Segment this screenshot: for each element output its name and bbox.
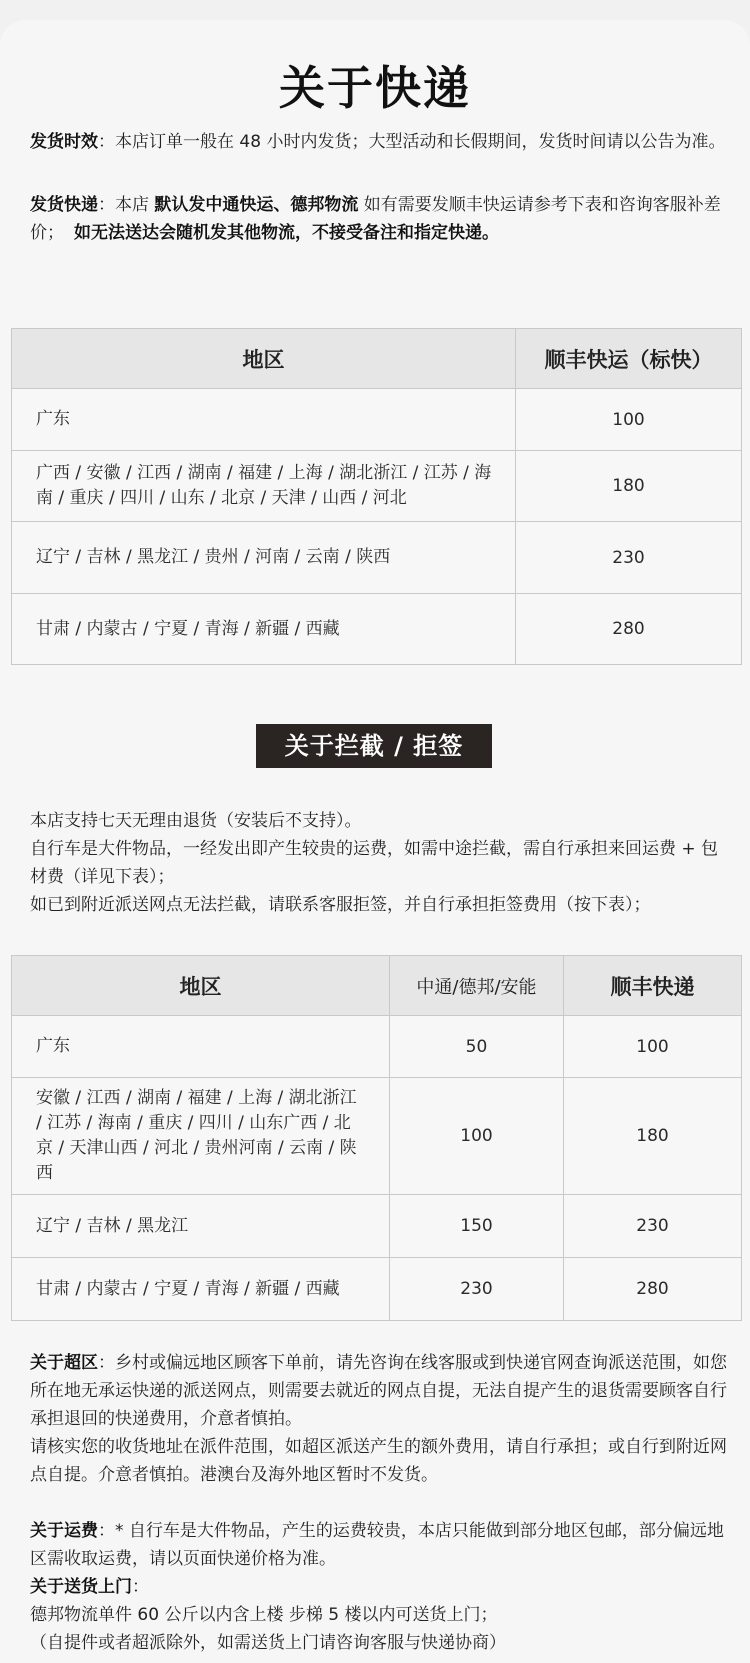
remote-area-line-2: 请核实您的收货地址在派件范围，如超区派送产生的额外费用，请自行承担；或自行到附近网点自提。介意者慎拍。港澳台及海外地区暂时不发货。 [30, 1437, 727, 1485]
col-header-sf: 顺丰快递 [564, 956, 742, 1016]
region-cell: 甘肃 / 内蒙古 / 宁夏 / 青海 / 新疆 / 西藏 [12, 1258, 390, 1321]
shipping-time-paragraph [30, 128, 730, 156]
delivery-heading [30, 1573, 730, 1601]
table-row [12, 1016, 742, 1078]
zt-price-cell: 230 [390, 1258, 564, 1321]
sf-price-cell: 230 [564, 1195, 742, 1258]
region-cell: 辽宁 / 吉林 / 黑龙江 [12, 1195, 390, 1258]
page-title: 关于快递 [279, 61, 471, 115]
shipping-courier-text: ：本店 [98, 195, 155, 215]
region-cell: 辽宁 / 吉林 / 黑龙江 / 贵州 / 河南 / 云南 / 陕西 [12, 522, 516, 594]
zt-price-cell: 150 [390, 1195, 564, 1258]
remote-area-label: 关于超区 [30, 1353, 98, 1373]
col-header-zt: 中通/德邦/安能 [390, 956, 564, 1016]
sf-price-cell: 180 [516, 451, 742, 522]
region-cell: 广东 [12, 1016, 390, 1078]
courier-notice: 如无法送达会随机发其他物流，不接受备注和指定快递。 [74, 223, 499, 243]
remote-area-text: ：乡村或偏远地区顾客下单前，请先咨询在线客服或到快递官网查询派送范围，如您所在地无承运快递的派送网点，则需要去就近的网点自提，无法自提产生的退货需要顾客自行承担退回的快递费用，介意者慎拍。 [30, 1353, 727, 1429]
freight-paragraph [30, 1517, 730, 1573]
table-row [12, 1195, 742, 1258]
freight-label: 关于运费 [30, 1521, 98, 1541]
sf-price-cell: 100 [564, 1016, 742, 1078]
table-row [12, 1258, 742, 1321]
shipping-time-label: 发货时效 [30, 132, 98, 152]
intercept-badge: 关于拦截 / 拒签 [256, 724, 492, 768]
sf-price-cell: 180 [564, 1078, 742, 1195]
table-row [12, 389, 742, 451]
region-cell: 安徽 / 江西 / 湖南 / 福建 / 上海 / 湖北浙江 / 江苏 / 海南 / 重庆 / 四川 / 山东广西 / 北京 / 天津山西 / 河北 / 贵州河南 / 云南 / 陕西 [12, 1078, 390, 1195]
table-row [12, 594, 742, 665]
region-cell: 广西 / 安徽 / 江西 / 湖南 / 福建 / 上海 / 湖北浙江 / 江苏 / 海南 / 重庆 / 四川 / 山东 / 北京 / 天津 / 山西 / 河北 [12, 451, 516, 522]
shipping-courier-paragraph [30, 191, 730, 247]
table-header-row [12, 329, 742, 389]
delivery-line-1: 德邦物流单件 60 公斤以内含上楼 步梯 5 楼以内可送货上门； [30, 1605, 498, 1625]
shipping-time-text: ：本店订单一般在 48 小时内发货；大型活动和长假期间，发货时间请以公告为准。 [98, 132, 726, 152]
shipping-courier-text-2: 如有需要发顺丰快运请参考下表和咨询客服补差价； [30, 195, 721, 243]
region-cell: 广东 [12, 389, 516, 451]
col-header-region: 地区 [12, 329, 516, 389]
table-row [12, 451, 742, 522]
intercept-line-2: 自行车是大件物品，一经发出即产生较贵的运费，如需中途拦截，需自行承担来回运费 + 包材费（详见下表）； [30, 839, 719, 887]
delivery-label: 关于送货上门 [30, 1577, 132, 1597]
freight-text: ：* 自行车是大件物品，产生的运费较贵，本店只能做到部分地区包邮，部分偏远地区需收取运费，请以页面快递价格为准。 [30, 1521, 724, 1569]
region-cell: 甘肃 / 内蒙古 / 宁夏 / 青海 / 新疆 / 西藏 [12, 594, 516, 665]
delivery-line-2: （自提件或者超派除外，如需送货上门请咨询客服与快递协商） [30, 1633, 506, 1653]
intercept-line-3: 如已到附近派送网点无法拦截，请联系客服拒签，并自行承担拒签费用（按下表）； [30, 895, 651, 915]
col-header-region: 地区 [12, 956, 390, 1016]
zt-price-cell: 100 [390, 1078, 564, 1195]
delivery-colon: ： [132, 1577, 149, 1597]
remote-area-paragraph [30, 1349, 730, 1433]
table-row [12, 1078, 742, 1195]
sf-price-cell: 100 [516, 389, 742, 451]
default-courier: 默认发中通快运、德邦物流 [154, 195, 359, 215]
col-header-sf: 顺丰快运（标快） [516, 329, 742, 389]
sf-price-cell: 280 [564, 1258, 742, 1321]
intercept-line-1: 本店支持七天无理由退货（安装后不支持）。 [30, 811, 362, 831]
table-row [12, 522, 742, 594]
shipping-courier-label: 发货快递 [30, 195, 98, 215]
table-header-row [12, 956, 742, 1016]
sf-price-cell: 280 [516, 594, 742, 665]
sf-freight-table [11, 328, 742, 665]
sf-price-cell: 230 [516, 522, 742, 594]
intercept-fee-table [11, 955, 742, 1321]
zt-price-cell: 50 [390, 1016, 564, 1078]
